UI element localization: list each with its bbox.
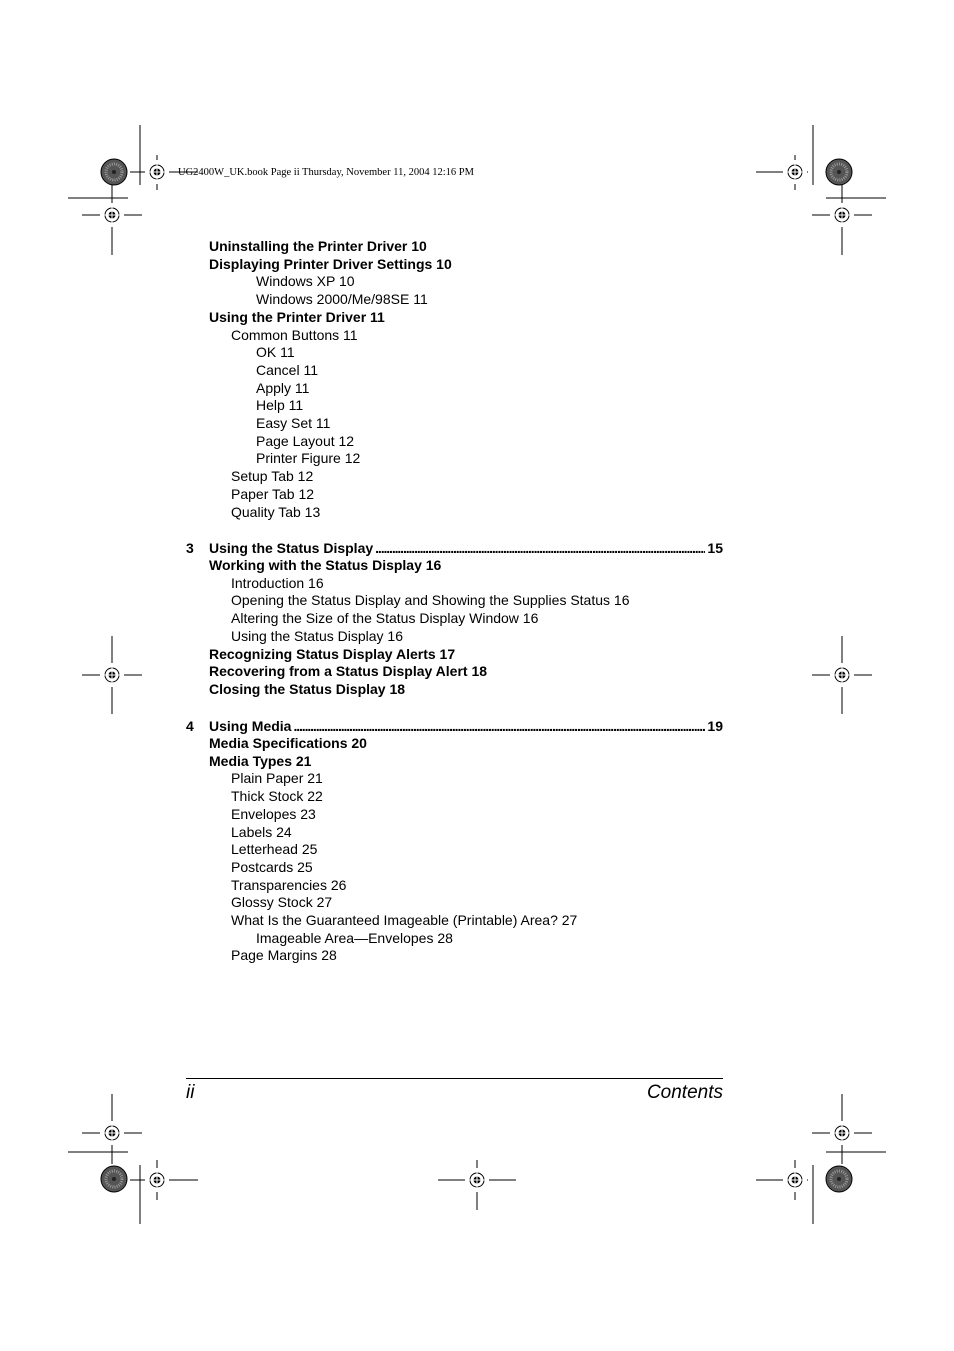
footer-page-number: ii xyxy=(186,1082,195,1103)
toc-entry[interactable]: Media Specifications 20 xyxy=(209,735,367,751)
toc-entry[interactable]: Glossy Stock 27 xyxy=(231,894,333,911)
book-header-stamp: UG2400W_UK.book Page ii Thursday, November 11, 2004 12:16 PM xyxy=(178,167,474,178)
toc-entry[interactable]: Setup Tab 12 xyxy=(231,468,314,485)
toc-entry[interactable]: Uninstalling the Printer Driver 10 xyxy=(209,238,427,254)
toc-entry[interactable]: OK 11 xyxy=(256,344,295,361)
toc-entry[interactable]: Working with the Status Display 16 xyxy=(209,557,442,573)
leader-dots xyxy=(293,718,705,735)
toc-entry[interactable]: Page Margins 28 xyxy=(231,947,337,964)
toc-entry[interactable]: Page Layout 12 xyxy=(256,432,355,449)
toc-entry[interactable]: Altering the Size of the Status Display Window 16 xyxy=(231,610,539,627)
toc-entry[interactable]: Letterhead 25 xyxy=(231,841,318,858)
toc-entry[interactable]: Postcards 25 xyxy=(231,858,313,875)
toc-entry[interactable]: Media Types 21 xyxy=(209,752,312,769)
toc-entry[interactable]: Plain Paper 21 xyxy=(231,770,323,787)
toc-entry[interactable]: Labels 24 xyxy=(231,823,292,840)
footer-section-title: Contents xyxy=(646,1082,723,1103)
toc-entry[interactable]: Transparencies 26 xyxy=(231,876,347,893)
toc-entry[interactable]: Using the Printer Driver 11 xyxy=(209,308,385,325)
toc-chapter-4[interactable] xyxy=(186,718,723,735)
toc-entry[interactable]: Introduction 16 xyxy=(231,574,324,591)
toc-entry[interactable]: Opening the Status Display and Showing the Supplies Status 16 xyxy=(231,592,630,609)
toc-entry[interactable]: Windows XP 10 xyxy=(256,273,355,290)
toc-entry[interactable]: Cancel 11 xyxy=(256,361,319,378)
toc-entry[interactable]: Quality Tab 13 xyxy=(231,503,321,520)
toc-entry[interactable]: Easy Set 11 xyxy=(256,415,331,431)
chapter-page: 15 xyxy=(707,540,723,556)
toc-entry[interactable]: Apply 11 xyxy=(256,379,310,396)
toc-entry[interactable]: Closing the Status Display 18 xyxy=(209,680,406,697)
toc-entry[interactable]: Windows 2000/Me/98SE 11 xyxy=(256,291,428,308)
chapter-number: 4 xyxy=(186,718,194,734)
toc-entry[interactable]: Displaying Printer Driver Settings 10 xyxy=(209,255,452,272)
toc-entry[interactable]: Recognizing Status Display Alerts 17 xyxy=(209,645,456,662)
toc-entry[interactable]: Recovering from a Status Display Alert 18 xyxy=(209,663,488,680)
toc-entry[interactable]: Help 11 xyxy=(256,397,304,414)
toc-entry[interactable]: Paper Tab 12 xyxy=(231,485,315,502)
toc-entry[interactable]: What Is the Guaranteed Imageable (Printable) Area? 27 xyxy=(231,912,578,928)
toc-entry[interactable]: Common Buttons 11 xyxy=(231,326,358,343)
toc-entry[interactable]: Imageable Area—Envelopes 28 xyxy=(256,929,453,946)
toc-entry[interactable]: Using the Status Display 16 xyxy=(231,627,403,644)
toc-entry[interactable]: Printer Figure 12 xyxy=(256,450,361,467)
leader-dots xyxy=(375,540,705,557)
chapter-page: 19 xyxy=(707,718,723,734)
toc-entry[interactable]: Thick Stock 22 xyxy=(231,788,323,805)
chapter-number: 3 xyxy=(186,540,194,556)
chapter-title: Using the Status Display xyxy=(209,540,374,556)
chapter-title: Using Media xyxy=(209,718,292,734)
footer-rule xyxy=(186,1078,723,1079)
toc-chapter-3[interactable] xyxy=(186,540,723,557)
toc-entry[interactable]: Envelopes 23 xyxy=(231,805,316,822)
